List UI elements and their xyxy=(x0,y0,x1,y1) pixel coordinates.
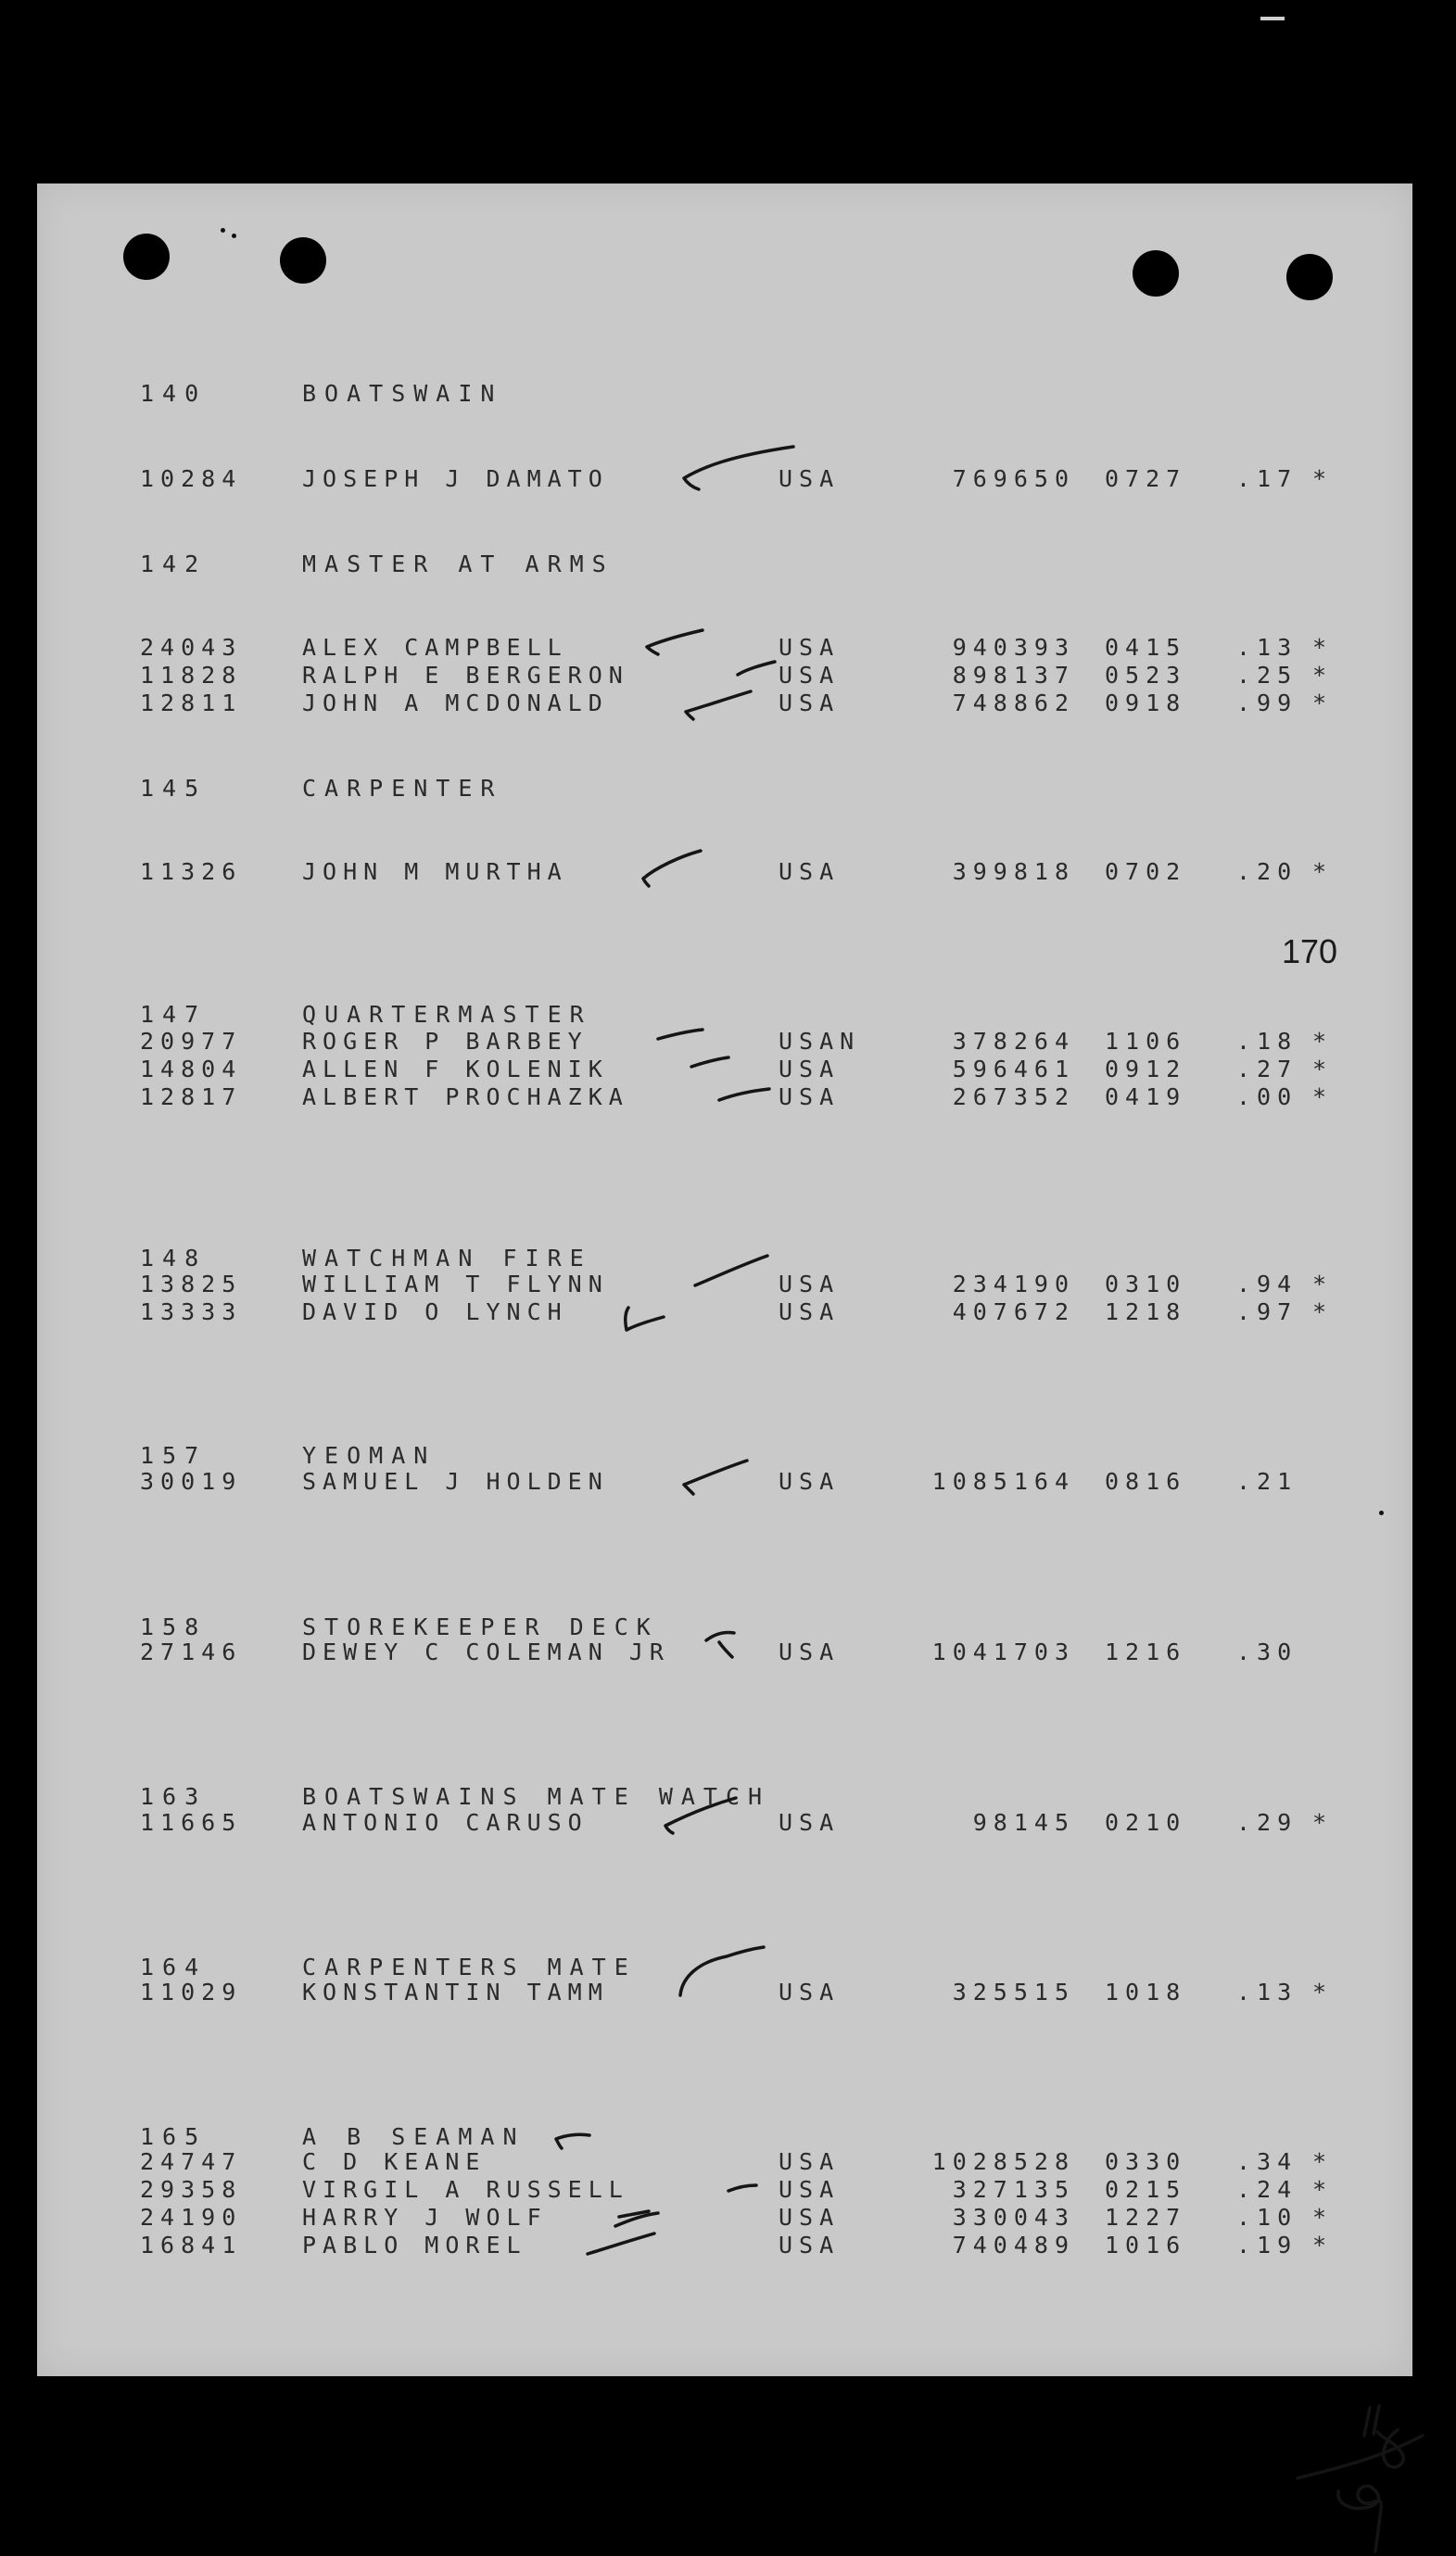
crew-name: ALLEN F KOLENIK xyxy=(302,1056,609,1082)
rate-value: .17 xyxy=(1236,465,1298,492)
nationality: USA xyxy=(779,2176,841,2203)
document-number: 98145 xyxy=(972,1809,1075,1836)
folio-number-handwritten xyxy=(1298,2398,1437,2556)
crew-name: C D KEANE xyxy=(302,2148,487,2175)
crew-name: JOHN M MURTHA xyxy=(302,858,568,885)
crew-id: 11665 xyxy=(140,1809,243,1836)
section-code: 140 xyxy=(140,380,208,407)
date-code: 0419 xyxy=(1105,1083,1187,1110)
check-mark-icon xyxy=(665,1798,777,1863)
asterisk-mark: * xyxy=(1312,1083,1334,1110)
rate-value: .25 xyxy=(1236,662,1298,689)
check-mark-icon xyxy=(643,851,754,916)
asterisk-mark: * xyxy=(1312,465,1334,492)
date-code: 1018 xyxy=(1105,1979,1187,2006)
date-code: 0918 xyxy=(1105,690,1187,716)
punch-hole xyxy=(123,234,170,280)
asterisk-mark: * xyxy=(1312,1056,1334,1082)
date-code: 0523 xyxy=(1105,662,1187,689)
crew-name: JOHN A MCDONALD xyxy=(302,690,609,716)
date-code: 0727 xyxy=(1105,465,1187,492)
rate-value: .94 xyxy=(1236,1271,1298,1297)
asterisk-mark: * xyxy=(1312,662,1334,689)
speck xyxy=(1379,1511,1384,1515)
document-number: 407672 xyxy=(952,1298,1075,1325)
crew-name: VIRGIL A RUSSELL xyxy=(302,2176,629,2203)
crew-id: 14804 xyxy=(140,1056,243,1082)
section-title: MASTER AT ARMS xyxy=(302,550,614,577)
section-code: 148 xyxy=(140,1245,208,1272)
date-code: 1227 xyxy=(1105,2204,1187,2231)
section-code: 157 xyxy=(140,1442,208,1469)
date-code: 0215 xyxy=(1105,2176,1187,2203)
date-code: 0415 xyxy=(1105,634,1187,661)
check-mark-icon xyxy=(627,1302,738,1367)
nationality: USA xyxy=(779,690,841,716)
rate-value: .10 xyxy=(1236,2204,1298,2231)
crew-name: JOSEPH J DAMATO xyxy=(302,465,609,492)
section-title: CARPENTER xyxy=(302,775,503,802)
document-number: 940393 xyxy=(952,634,1075,661)
nationality: USA xyxy=(779,858,841,885)
section-title: WATCHMAN FIRE xyxy=(302,1245,592,1272)
rate-value: .24 xyxy=(1236,2176,1298,2203)
date-code: 1216 xyxy=(1105,1639,1187,1665)
crew-name: DAVID O LYNCH xyxy=(302,1298,568,1325)
nationality: USA xyxy=(779,1468,841,1495)
document-number: 399818 xyxy=(952,858,1075,885)
crew-id: 24190 xyxy=(140,2204,243,2231)
crew-id: 16841 xyxy=(140,2232,243,2259)
crew-name: WILLIAM T FLYNN xyxy=(302,1271,609,1297)
date-code: 0210 xyxy=(1105,1809,1187,1836)
crew-name: ANTONIO CARUSO xyxy=(302,1809,589,1836)
asterisk-mark: * xyxy=(1312,690,1334,716)
rate-value: .29 xyxy=(1236,1809,1298,1836)
crew-id: 27146 xyxy=(140,1639,243,1665)
rate-value: .27 xyxy=(1236,1056,1298,1082)
nationality: USA xyxy=(779,1298,841,1325)
crew-id: 11828 xyxy=(140,662,243,689)
nationality: USA xyxy=(779,1271,841,1297)
date-code: 0330 xyxy=(1105,2148,1187,2175)
crew-id: 13825 xyxy=(140,1271,243,1297)
asterisk-mark: * xyxy=(1312,1979,1334,2006)
section-code: 147 xyxy=(140,1001,208,1028)
document-number: 327135 xyxy=(952,2176,1075,2203)
date-code: 1016 xyxy=(1105,2232,1187,2259)
crew-id: 13333 xyxy=(140,1298,243,1325)
section-code: 158 xyxy=(140,1613,208,1640)
document-number: 1041703 xyxy=(931,1639,1075,1665)
rate-value: .20 xyxy=(1236,858,1298,885)
crew-id: 10284 xyxy=(140,465,243,492)
crew-name: KONSTANTIN TAMM xyxy=(302,1979,609,2006)
document-number: 330043 xyxy=(952,2204,1075,2231)
document-number: 769650 xyxy=(952,465,1075,492)
speck xyxy=(232,234,236,238)
section-title: BOATSWAINS MATE WATCH xyxy=(302,1783,771,1810)
nationality: USA xyxy=(779,1639,841,1665)
document-number: 378264 xyxy=(952,1028,1075,1055)
nationality: USA xyxy=(779,2232,841,2259)
document-number: 740489 xyxy=(952,2232,1075,2259)
nationality: USA xyxy=(779,662,841,689)
crew-id: 12817 xyxy=(140,1083,243,1110)
check-mark-icon xyxy=(588,2232,699,2297)
crew-id: 30019 xyxy=(140,1468,243,1495)
rate-value: .30 xyxy=(1236,1639,1298,1665)
section-title: BOATSWAIN xyxy=(302,380,503,407)
check-mark-icon xyxy=(684,452,795,517)
document-number: 1085164 xyxy=(931,1468,1075,1495)
crew-name: PABLO MOREL xyxy=(302,2232,527,2259)
rate-value: .19 xyxy=(1236,2232,1298,2259)
rate-value: .21 xyxy=(1236,1468,1298,1495)
date-code: 0702 xyxy=(1105,858,1187,885)
crew-name: ROGER P BARBEY xyxy=(302,1028,589,1055)
rate-value: .97 xyxy=(1236,1298,1298,1325)
nationality: USA xyxy=(779,2204,841,2231)
asterisk-mark: * xyxy=(1312,634,1334,661)
document-number: 898137 xyxy=(952,662,1075,689)
document-number: 325515 xyxy=(952,1979,1075,2006)
crew-id: 29358 xyxy=(140,2176,243,2203)
nationality: USA xyxy=(779,634,841,661)
crew-id: 24747 xyxy=(140,2148,243,2175)
document-number: 748862 xyxy=(952,690,1075,716)
section-title: YEOMAN xyxy=(302,1442,437,1469)
asterisk-mark: * xyxy=(1312,2176,1334,2203)
crew-name: ALBERT PROCHAZKA xyxy=(302,1083,629,1110)
check-mark-icon xyxy=(680,1940,791,2005)
date-code: 1106 xyxy=(1105,1028,1187,1055)
section-title: CARPENTERS MATE xyxy=(302,1954,637,1980)
asterisk-mark: * xyxy=(1312,1271,1334,1297)
rate-value: .99 xyxy=(1236,690,1298,716)
asterisk-mark: * xyxy=(1312,2204,1334,2231)
asterisk-mark: * xyxy=(1312,1298,1334,1325)
nationality: USA xyxy=(779,465,841,492)
nationality: USA xyxy=(779,1056,841,1082)
section-code: 142 xyxy=(140,550,208,577)
asterisk-mark: * xyxy=(1312,1809,1334,1836)
document-page xyxy=(37,183,1412,2376)
section-title: STOREKEEPER DECK xyxy=(302,1613,659,1640)
document-number: 596461 xyxy=(952,1056,1075,1082)
punch-hole xyxy=(1133,250,1179,297)
nationality: USA xyxy=(779,1809,841,1836)
section-code: 165 xyxy=(140,2123,208,2150)
check-mark-icon xyxy=(719,1083,830,1148)
check-mark-icon xyxy=(706,1629,817,1694)
section-code: 164 xyxy=(140,1954,208,1980)
rate-value: .13 xyxy=(1236,634,1298,661)
asterisk-mark: * xyxy=(1312,2148,1334,2175)
section-title: QUARTERMASTER xyxy=(302,1001,592,1028)
crew-name: RALPH E BERGERON xyxy=(302,662,629,689)
crew-name: SAMUEL J HOLDEN xyxy=(302,1468,609,1495)
asterisk-mark: * xyxy=(1312,2232,1334,2259)
section-code: 163 xyxy=(140,1783,208,1810)
film-edge-mark xyxy=(1260,17,1285,20)
asterisk-mark: * xyxy=(1312,858,1334,885)
section-title: A B SEAMAN xyxy=(302,2123,525,2150)
date-code: 1218 xyxy=(1105,1298,1187,1325)
document-number: 267352 xyxy=(952,1083,1075,1110)
date-code: 0816 xyxy=(1105,1468,1187,1495)
crew-id: 11029 xyxy=(140,1979,243,2006)
document-number: 1028528 xyxy=(931,2148,1075,2175)
asterisk-mark: * xyxy=(1312,1028,1334,1055)
stamp-number: 170 xyxy=(1282,932,1338,970)
rate-value: .18 xyxy=(1236,1028,1298,1055)
date-code: 0912 xyxy=(1105,1056,1187,1082)
crew-name: DEWEY C COLEMAN JR xyxy=(302,1639,670,1665)
check-mark-icon xyxy=(684,1462,795,1527)
check-mark-icon xyxy=(686,690,797,754)
nationality: USA xyxy=(779,2148,841,2175)
nationality: USAN xyxy=(779,1028,861,1055)
crew-id: 24043 xyxy=(140,634,243,661)
crew-id: 12811 xyxy=(140,690,243,716)
document-number: 234190 xyxy=(952,1271,1075,1297)
crew-name: ALEX CAMPBELL xyxy=(302,634,568,661)
crew-id: 11326 xyxy=(140,858,243,885)
rate-value: .13 xyxy=(1236,1979,1298,2006)
punch-hole xyxy=(1286,254,1333,300)
punch-hole xyxy=(280,237,326,284)
crew-name: HARRY J WOLF xyxy=(302,2204,548,2231)
section-code: 145 xyxy=(140,775,208,802)
crew-id: 20977 xyxy=(140,1028,243,1055)
nationality: USA xyxy=(779,1979,841,2006)
date-code: 0310 xyxy=(1105,1271,1187,1297)
rate-value: .34 xyxy=(1236,2148,1298,2175)
rate-value: .00 xyxy=(1236,1083,1298,1110)
speck xyxy=(221,228,225,233)
nationality: USA xyxy=(779,1083,841,1110)
